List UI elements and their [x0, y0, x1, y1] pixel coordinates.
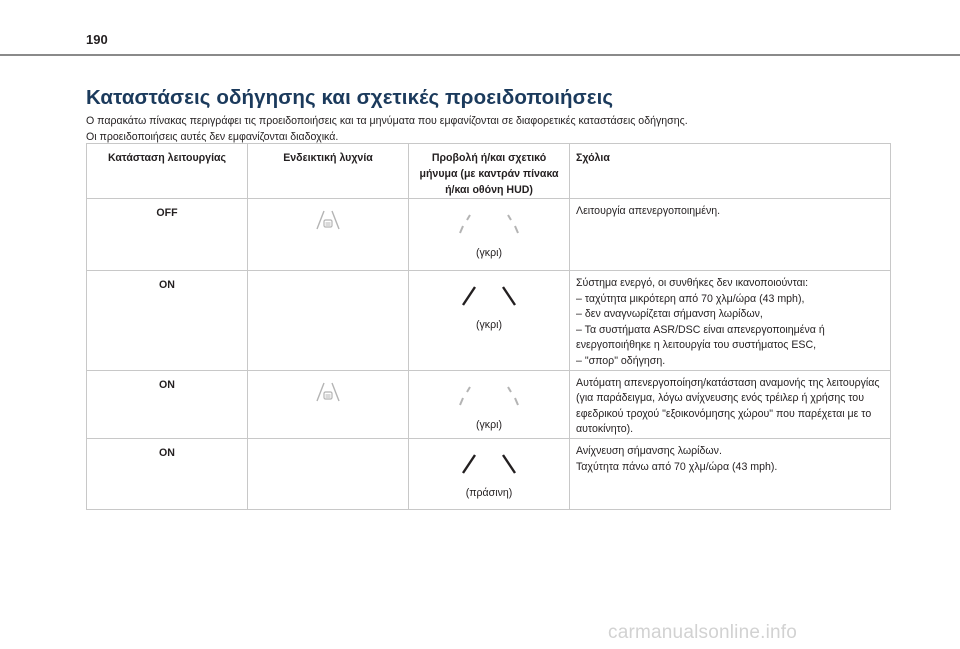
- header-display-line: Προβολή ή/και σχετικό: [431, 152, 547, 164]
- comments-cell: [570, 271, 891, 371]
- driving-states-table: [86, 143, 891, 510]
- lane-departure-warning-icon: [315, 381, 341, 406]
- display-caption: (γκρι): [475, 418, 503, 431]
- comment-line: – Τα συστήματα ASR/DSC είναι απενεργοποιημένα ή: [576, 323, 825, 336]
- state-cell: ON: [87, 271, 248, 371]
- state-cell: ON: [87, 370, 248, 438]
- comment-line: – ταχύτητα μικρότερη από 70 χλμ/ώρα (43 mph),: [576, 292, 805, 305]
- display-cell: [409, 199, 570, 271]
- state-cell: ON: [87, 438, 248, 509]
- comments-cell: [570, 370, 891, 438]
- header-display: [409, 144, 570, 199]
- table-row: [87, 199, 891, 271]
- display-caption: (γκρι): [475, 247, 503, 259]
- page-title: Καταστάσεις οδήγησης και σχετικές προειδοποιήσεις: [86, 86, 614, 109]
- comments-cell: [570, 438, 891, 509]
- comment-line: Αυτόματη απενεργοποίηση/κατάσταση αναμονής της λειτουργίας: [576, 376, 880, 389]
- display-caption: (πράσινη): [465, 486, 513, 499]
- intro-line: Οι προειδοποιήσεις αυτές δεν εμφανίζονται διαδοχικά.: [86, 131, 339, 143]
- intro-line: Ο παρακάτω πίνακας περιγράφει τις προειδοποιήσεις και τα μηνύματα που εμφανίζονται σε διαφορετικές καταστάσεις οδήγησης.: [86, 115, 688, 127]
- watermark: carmanualsonline.info: [608, 622, 798, 643]
- indicator-cell: [248, 199, 409, 271]
- header-rule: [0, 54, 960, 56]
- table-row: [87, 271, 891, 371]
- display-cell: [409, 370, 570, 438]
- header-indicator: Ενδεικτική λυχνία: [248, 144, 409, 199]
- comment-line: ενεργοποιήθηκε η λειτουργία του συστήματος ESC,: [576, 339, 817, 352]
- comment-line: – δεν αναγνωρίζεται σήμανση λωρίδων,: [576, 308, 763, 321]
- comment-line: Ανίχνευση σήμανσης λωρίδων.: [576, 444, 722, 457]
- header-comments: Σχόλια: [570, 144, 891, 199]
- comments-cell: [570, 199, 891, 271]
- comment-line: – "σπορ" οδήγηση.: [576, 354, 666, 367]
- comment-line: Σύστημα ενεργό, οι συνθήκες δεν ικανοποιούνται:: [576, 277, 809, 289]
- indicator-cell: [248, 438, 409, 509]
- comment-line: αυτοκίνητο).: [576, 423, 634, 436]
- comment-line: Λειτουργία απενεργοποιημένη.: [576, 205, 721, 217]
- header-state: Κατάσταση λειτουργίας: [87, 144, 248, 199]
- comment-line: Ταχύτητα πάνω από 70 χλμ/ώρα (43 mph).: [576, 460, 778, 473]
- display-cell: [409, 438, 570, 509]
- display-caption: (γκρι): [475, 319, 503, 331]
- table-row: [87, 370, 891, 438]
- page-number: 190: [86, 32, 108, 47]
- lane-markings-grey-icon: [454, 383, 524, 409]
- lane-markings-solid-icon: [454, 451, 524, 477]
- table-header-row: [87, 144, 891, 199]
- header-display-line: ή/και οθόνη HUD): [445, 184, 533, 196]
- display-cell: [409, 271, 570, 371]
- header-display-line: μήνυμα (με καντράν πίνακα: [419, 168, 559, 180]
- table-row: [87, 438, 891, 509]
- lane-markings-grey-icon: [454, 211, 524, 237]
- comment-line: (για παράδειγμα, λόγω ανίχνευσης ενός τρέιλερ ή χρήσης του: [576, 392, 864, 405]
- intro-text: [86, 113, 688, 145]
- lane-departure-warning-icon: [315, 209, 341, 234]
- indicator-cell: [248, 370, 409, 438]
- lane-markings-solid-icon: [454, 283, 524, 309]
- indicator-cell: [248, 271, 409, 371]
- comment-line: εφεδρικού τροχού "εξοικονόμησης χώρου" που παρέχεται με το: [576, 407, 872, 420]
- state-cell: OFF: [87, 199, 248, 271]
